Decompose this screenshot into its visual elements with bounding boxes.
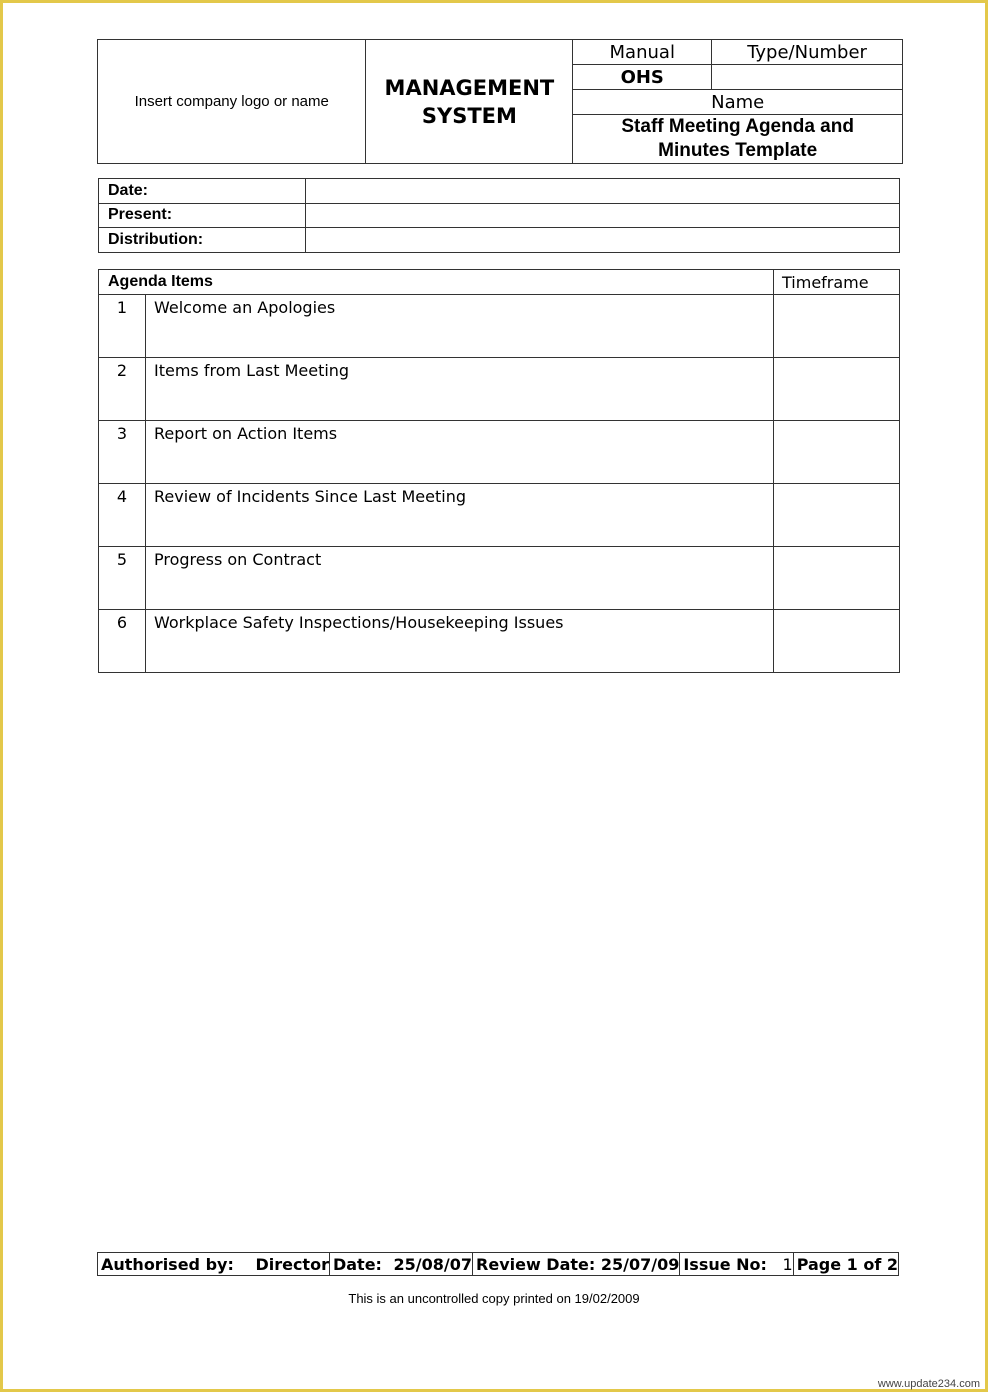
agenda-row-item: Items from Last Meeting <box>146 358 774 421</box>
agenda-row-timeframe <box>774 484 900 547</box>
document-name <box>573 115 903 164</box>
agenda-row-timeframe <box>774 547 900 610</box>
agenda-row-number: 2 <box>99 358 146 421</box>
issue-cell <box>680 1253 793 1276</box>
manual-label: Manual <box>573 40 712 65</box>
present-field <box>306 203 900 228</box>
agenda-row-item: Workplace Safety Inspections/Housekeeping Issues <box>146 610 774 673</box>
agenda-row-number: 3 <box>99 421 146 484</box>
distribution-field <box>306 228 900 253</box>
agenda-row-timeframe <box>774 421 900 484</box>
agenda-row-item: Report on Action Items <box>146 421 774 484</box>
agenda-row <box>99 484 900 547</box>
footer-date-value: 25/08/07 <box>393 1254 473 1274</box>
authorised-cell <box>98 1253 330 1276</box>
agenda-row-timeframe <box>774 610 900 673</box>
type-number-label: Type/Number <box>712 40 903 65</box>
agenda-row-timeframe <box>774 358 900 421</box>
timeframe-header: Timeframe <box>774 270 900 295</box>
agenda-row-number: 5 <box>99 547 146 610</box>
distribution-label: Distribution: <box>99 228 306 253</box>
agenda-row-timeframe <box>774 295 900 358</box>
agenda-row <box>99 610 900 673</box>
header-table <box>97 39 903 164</box>
document-footer-table <box>97 1252 899 1276</box>
present-label: Present: <box>99 203 306 228</box>
date-cell <box>329 1253 472 1276</box>
authorised-value: Director <box>255 1254 329 1274</box>
agenda-row-number: 4 <box>99 484 146 547</box>
name-label: Name <box>573 90 903 115</box>
agenda-table <box>98 269 900 673</box>
footer-date-label: Date: <box>332 1254 382 1274</box>
uncontrolled-copy-note: This is an uncontrolled copy printed on 19/02/2009 <box>348 1291 640 1306</box>
document-name-line1: Staff Meeting Agenda and <box>621 116 854 137</box>
meeting-info-table <box>98 178 900 253</box>
system-title-line1: MANAGEMENT <box>384 75 555 100</box>
agenda-row <box>99 358 900 421</box>
system-title-line2: SYSTEM <box>421 103 517 128</box>
page-number-cell: Page 1 of 2 <box>793 1253 898 1276</box>
review-date-label: Review Date: <box>476 1254 596 1274</box>
review-date-value: 25/07/09 <box>600 1254 680 1274</box>
agenda-row-item: Welcome an Apologies <box>146 295 774 358</box>
date-label: Date: <box>99 179 306 204</box>
agenda-row-number: 6 <box>99 610 146 673</box>
issue-value: 1 <box>782 1254 793 1274</box>
issue-label: Issue No: <box>683 1254 767 1274</box>
watermark: www.update234.com <box>877 1378 980 1390</box>
document-name-line2: Minutes Template <box>658 140 818 161</box>
manual-value: OHS <box>573 65 712 90</box>
authorised-label: Authorised by: <box>101 1254 234 1274</box>
management-system-title <box>366 40 573 164</box>
review-date-cell <box>473 1253 680 1276</box>
agenda-row-number: 1 <box>99 295 146 358</box>
agenda-row <box>99 295 900 358</box>
agenda-row <box>99 547 900 610</box>
agenda-row-item: Review of Incidents Since Last Meeting <box>146 484 774 547</box>
type-number-value <box>712 65 903 90</box>
logo-placeholder: Insert company logo or name <box>98 40 366 164</box>
agenda-row-item: Progress on Contract <box>146 547 774 610</box>
agenda-row <box>99 421 900 484</box>
agenda-items-header: Agenda Items <box>99 270 774 295</box>
date-field <box>306 179 900 204</box>
